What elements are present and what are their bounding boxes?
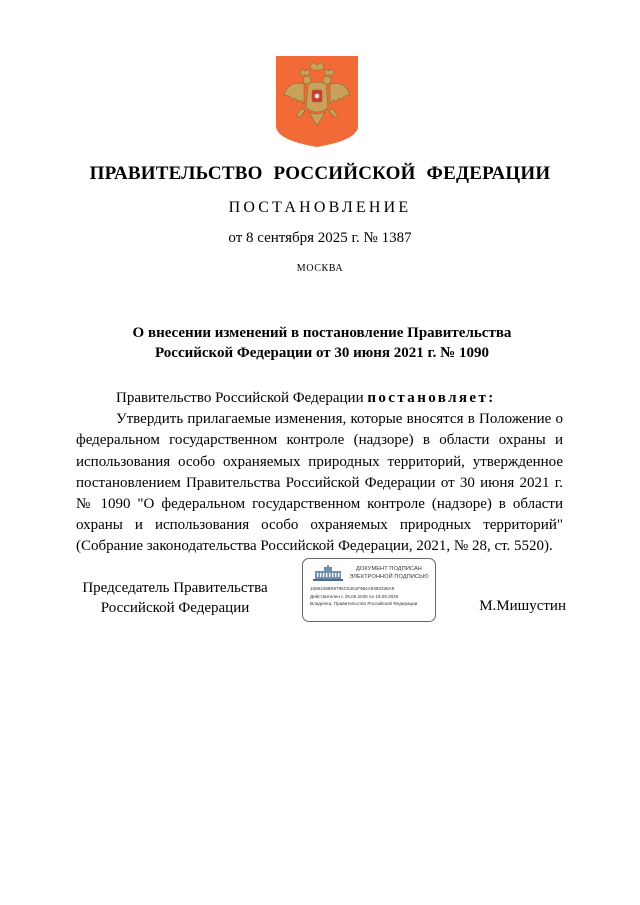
signatory-title-line-2: Российской Федерации: [100, 600, 250, 616]
subject-line-2: Российской Федерации от 30 июня 2021 г. № 1090: [155, 345, 489, 361]
intro-text: Правительство Российской Федерации: [116, 390, 368, 406]
decree-body: [76, 388, 563, 558]
city-name: МОСКВА: [296, 263, 344, 274]
russian-coat-of-arms-icon: [276, 56, 358, 147]
coat-of-arms-emblem: [276, 56, 358, 147]
decree-intro-paragraph: [76, 388, 563, 409]
stamp-certificate-number: 16662468E9795C5451F984A9480338A9: [310, 586, 395, 591]
stamp-validity: Действителен с 26.06.2025 по 19.09.2026: [310, 594, 399, 599]
signatory-title-line-1: Председатель Правительства: [82, 580, 268, 596]
decrees-word: постановляет:: [367, 390, 496, 406]
decree-subject-heading: [80, 323, 564, 363]
document-type: ПОСТАНОВЛЕНИЕ: [228, 199, 412, 216]
stamp-title-line-2: ЭЛЕКТРОННОЙ ПОДПИСЬЮ: [349, 574, 429, 580]
decree-date-number: от 8 сентября 2025 г. № 1387: [228, 230, 412, 246]
government-building-icon: [313, 565, 343, 581]
signatory-title: [70, 578, 280, 618]
decree-main-paragraph: Утвердить прилагаемые изменения, которые вносятся в Положение о федеральном государственном контроле (надзоре) в области охраны и использования особо охраняемых природных территорий, утвержденное постановлением Правительства Российской Федерации от 30 июня 2021 г. № 1090 "О федеральном государственном контроле (надзоре) в области охраны и использования особо охраняемых природных территорий" (Собрание законодательства Российской Федерации, 2021, № 28, ст. 5520).: [76, 411, 563, 555]
government-title: ПРАВИТЕЛЬСТВО РОССИЙСКОЙ ФЕДЕРАЦИИ: [89, 163, 551, 184]
signatory-name: М.Мишустин: [479, 598, 566, 614]
stamp-title-line-1: ДОКУМЕНТ ПОДПИСАН: [356, 566, 422, 572]
stamp-owner: Владелец: Правительство Российской Федерации: [310, 601, 418, 606]
electronic-signature-stamp: [302, 558, 436, 622]
subject-line-1: О внесении изменений в постановление Правительства: [132, 325, 512, 341]
